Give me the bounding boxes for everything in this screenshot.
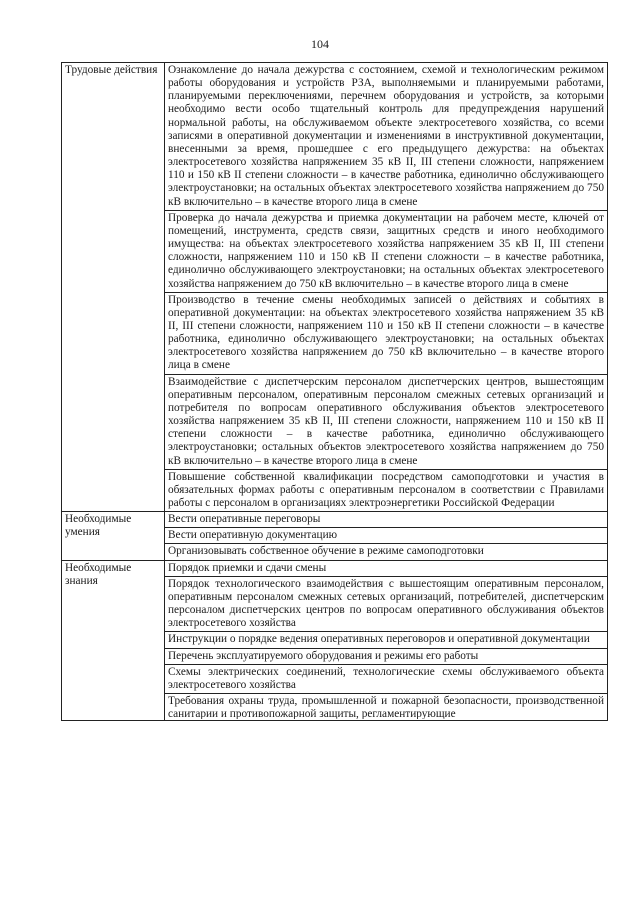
table-row (62, 63, 608, 211)
table-row (62, 560, 608, 576)
labor-action-item: Повышение собственной квалификации посредством самоподготовки и участия в обязательных формах работы с оперативным персоналом в соответствии с Правилами работы с персоналом в организациях электроэнергетики Российской Федерации (165, 469, 608, 511)
skill-item: Вести оперативные переговоры (165, 512, 608, 528)
table-row (62, 512, 608, 528)
labor-action-item: Взаимодействие с диспетчерским персоналом диспетчерских центров, вышестоящим оперативным персоналом, оперативным персоналом смежных сетевых организаций и потребителя по вопросам оперативного обслуживания объектов электросетевого хозяйства напряжением 35 кВ II, III степени сложности, напряжением 110 и 150 кВ II степени сложности – в качестве работника, единолично обслуживающего электроустановки; остальных объектов электросетевого хозяйства напряжением до 750 кВ включительно – в качестве второго лица в смене (165, 374, 608, 469)
knowledge-item: Схемы электрических соединений, технологические схемы обслуживаемого объекта электросетевого хозяйства (165, 664, 608, 693)
skill-item: Организовывать собственное обучение в режиме самоподготовки (165, 544, 608, 560)
row-label-labor-actions: Трудовые действия (62, 63, 165, 512)
labor-action-item: Ознакомление до начала дежурства с состоянием, схемой и технологическим режимом работы оборудования и устройств РЗА, выполняемыми и планируемыми работами, планируемыми переключениями, перечнем оборудования и устройств, за которыми необходимо вести особо тщательный контроль для предупреждения нарушений нормальной работы, на обслуживаемом объекте электросетевого хозяйства, со всеми записями в оперативной документации и изменениями в инструктивной документации, внесенными за время, прошедшее с его предыдущего дежурства: на объектах электросетевого хозяйства напряжением 35 кВ II, III степени сложности, напряжением 110 и 150 кВ II степени сложности – в качестве работника, единолично обслуживающего электроустановки; на остальных объектах электросетевого хозяйства напряжением до 750 кВ включительно – в качестве второго лица в смене (165, 63, 608, 211)
job-functions-table (61, 62, 608, 721)
row-label-required-skills: Необходимые умения (62, 512, 165, 560)
page-number: 104 (311, 37, 329, 51)
knowledge-item: Порядок технологического взаимодействия с вышестоящим оперативным персоналом, оперативным персоналом смежных сетевых организаций, потребителей, диспетчерским персоналом диспетчерских центров по вопросам оперативного обслуживания объектов электросетевого хозяйства (165, 576, 608, 632)
knowledge-item-continued (165, 694, 608, 721)
knowledge-item: Порядок приемки и сдачи смены (165, 560, 608, 576)
knowledge-item: Перечень эксплуатируемого оборудования и режимы его работы (165, 648, 608, 664)
knowledge-item-text: Требования охраны труда, промышленной и пожарной безопасности, производственной санитарии и противопожарной защиты, регламентирующие (168, 695, 604, 720)
labor-action-item: Производство в течение смены необходимых записей о действиях и событиях в оперативной документации: на объектах электросетевого хозяйства напряжением 35 кВ II, III степени сложности, напряжением 110 и 150 кВ II степени сложности – в качестве работника, единолично обслуживающего электроустановки; на остальных объектах электросетевого хозяйства напряжением до 750 кВ включительно – в качестве второго лица в смене (165, 292, 608, 374)
knowledge-item: Инструкции о порядке ведения оперативных переговоров и оперативной документации (165, 632, 608, 648)
skill-item: Вести оперативную документацию (165, 528, 608, 544)
row-label-required-knowledge: Необходимые знания (62, 560, 165, 720)
labor-action-item: Проверка до начала дежурства и приемка документации на рабочем месте, ключей от помещений, инструмента, средств связи, защитных средств и иного необходимого имущества: на объектах электросетевого хозяйства напряжением 35 кВ II, III степени сложности, напряжением 110 и 150 кВ II степени сложности – в качестве работника, единолично обслуживающего электроустановки; на остальных объектах электросетевого хозяйства напряжением до 750 кВ включительно – в качестве второго лица в смене (165, 210, 608, 292)
